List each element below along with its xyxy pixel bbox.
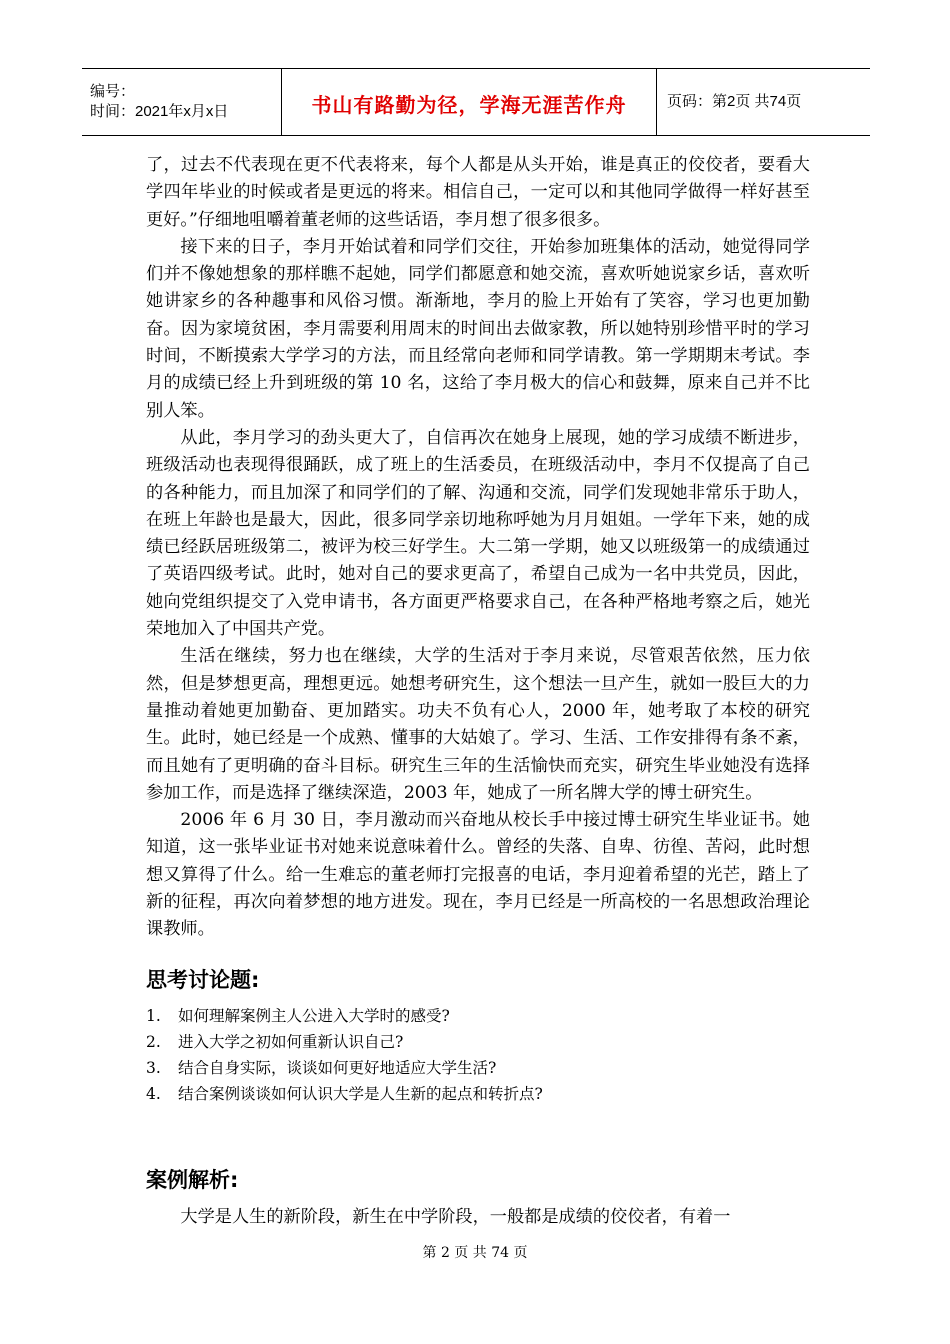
discussion-question	[146, 1003, 816, 1029]
discussion-title: 思考讨论题:	[146, 968, 260, 992]
discussion-question	[146, 1055, 816, 1081]
discussion-question	[146, 1029, 816, 1055]
case-story-body	[146, 152, 810, 944]
discussion-question-list	[146, 1003, 816, 1107]
footer-page-number: 第 2 页 共 74 页	[422, 1245, 528, 1261]
story-paragraph: 接下来的日子，李月开始试着和同学们交往，开始参加班集体的活动，她觉得同学们并不像她想象的那样瞧不起她，同学们都愿意和她交流，喜欢听她说家乡话，喜欢听她讲家乡的各种趣事和风俗习惯。渐渐地，李月的脸上开始有了笑容，学习也更加勤奋。因为家境贫困，李月需要利用周末的时间出去做家教，所以她特别珍惜平时的学习时间，不断摸索大学学习的方法，而且经常向老师和同学请教。第一学期期末考试。李月的成绩已经上升到班级的第 10 名，这给了李月极大的信心和鼓舞，原来自己并不比别人笨。	[146, 236, 810, 421]
page-footer	[0, 1243, 950, 1263]
header-meta	[82, 69, 282, 135]
discussion-question	[146, 1081, 816, 1107]
story-paragraph: 了，过去不代表现在更不代表将来，每个人都是从头开始，谁是真正的佼佼者，要看大学四年毕业的时候或者是更远的将来。相信自己，一定可以和其他同学做得一样好甚至更好。”仔细地咀嚼着董老师的这些话语，李月想了很多很多。	[146, 155, 810, 230]
analysis-title: 案例解析:	[146, 1168, 239, 1192]
question-number: 1.	[146, 1007, 161, 1025]
header-page-label: 页码：第2页 共74页	[667, 93, 802, 110]
header-motto-cell	[282, 69, 657, 135]
question-text: 结合案例谈谈如何认识大学是人生新的起点和转折点?	[178, 1085, 543, 1103]
question-number: 4.	[146, 1085, 161, 1103]
question-text: 如何理解案例主人公进入大学时的感受?	[178, 1007, 450, 1025]
question-number: 3.	[146, 1059, 161, 1077]
question-text: 进入大学之初如何重新认识自己?	[178, 1033, 404, 1051]
story-paragraph: 生活在继续，努力也在继续，大学的生活对于李月来说，尽管艰苦依然，压力依然，但是梦想更高，理想更远。她想考研究生，这个想法一旦产生，就如一股巨大的力量推动着她更加勤奋、更加踏实。功夫不负有心人，2000 年，她考取了本校的研究生。此时，她已经是一个成熟、懂事的大姑娘了。学习、生活、工作安排得有条不紊，而且她有了更明确的奋斗目标。研究生三年的生活愉快而充实，研究生毕业她没有选择参加工作，而是选择了继续深造，2003 年，她成了一所名牌大学的博士研究生。	[146, 646, 810, 803]
header-page-cell	[657, 69, 870, 135]
story-paragraph: 从此，李月学习的劲头更大了，自信再次在她身上展现，她的学习成绩不断进步，班级活动也表现得很踊跃，成了班上的生活委员，在班级活动中，李月不仅提高了自己的各种能力，而且加深了和同学们的了解、沟通和交流，同学们发现她非常乐于助人，在班上年龄也是最大，因此，很多同学亲切地称呼她为月月姐姐。一学年下来，她的成绩已经跃居班级第二，被评为校三好学生。大二第一学期，她又以班级第一的成绩通过了英语四级考试。此时，她对自己的要求更高了，希望自己成为一名中共党员，因此，她向党组织提交了入党申请书，各方面更严格要求自己，在各种严格地考察之后，她光荣地加入了中国共产党。	[146, 427, 810, 640]
page-header	[82, 68, 870, 136]
story-paragraph: 2006 年 6 月 30 日，李月激动而兴奋地从校长手中接过博士研究生毕业证书。她知道，这一张毕业证书对她来说意味着什么。曾经的失落、自卑、彷徨、苦闷，此时想想又算得了什么。给一生难忘的董老师打完报喜的电话，李月迎着希望的光芒，踏上了新的征程，再次向着梦想的地方进发。现在，李月已经是一所高校的一名思想政治理论课教师。	[146, 810, 810, 940]
question-text: 结合自身实际，谈谈如何更好地适应大学生活?	[178, 1059, 497, 1077]
document-date-label: 时间：2021年x月x日	[90, 103, 229, 120]
analysis-paragraph: 大学是人生的新阶段，新生在中学阶段，一般都是成绩的佼佼者，有着一	[180, 1207, 731, 1227]
document-number-label: 编号：	[90, 83, 136, 100]
question-number: 2.	[146, 1033, 161, 1051]
header-motto: 书山有路勤为径，学海无涯苦作舟	[311, 93, 627, 117]
